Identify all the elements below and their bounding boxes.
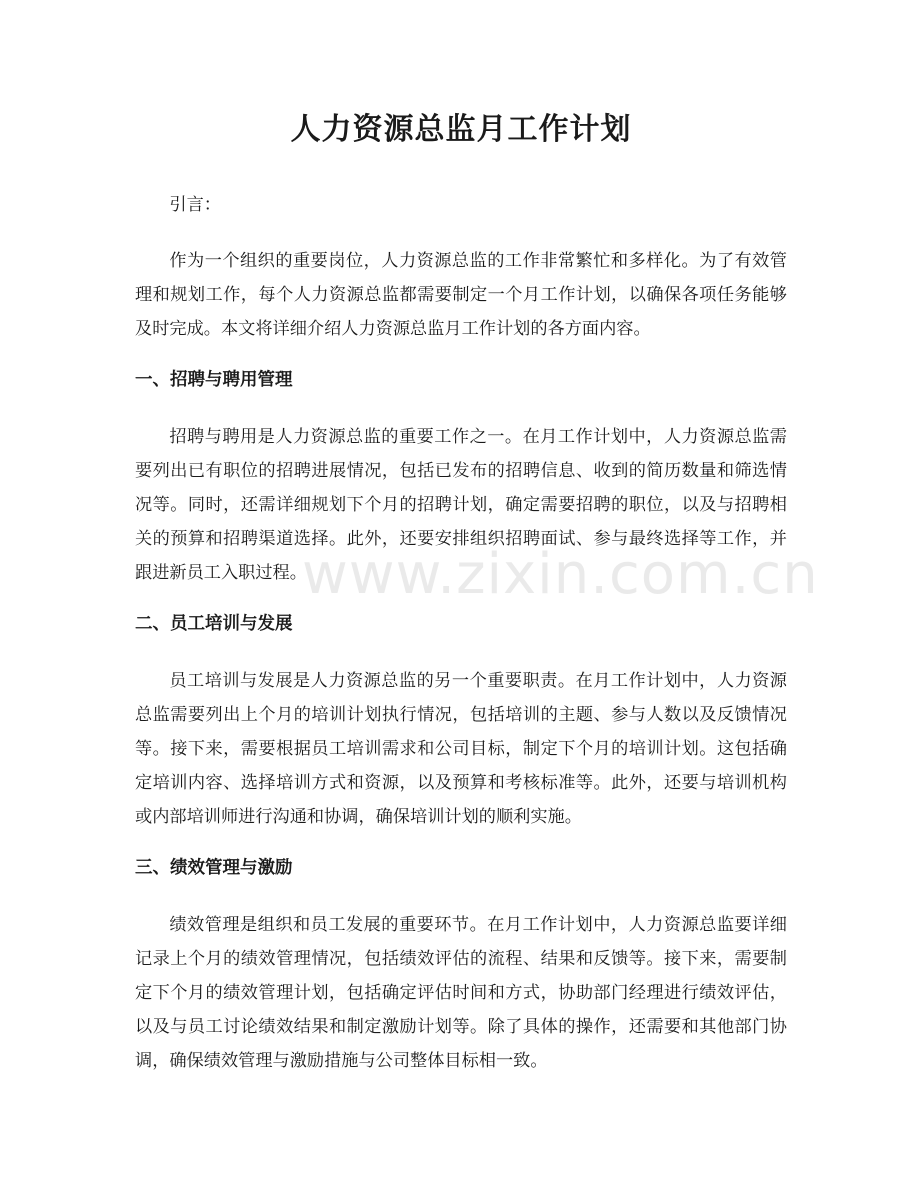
section-body-performance: 绩效管理是组织和员工发展的重要环节。在月工作计划中，人力资源总监要详细记录上个月的绩效管理情况，包括绩效评估的流程、结果和反馈等。接下来，需要制定下个月的绩效管理计划，包括确定评估时间和方式，协助部门经理进行绩效评估，以及与员工讨论绩效结果和制定激励计划等。除了具体的操作，还需要和其他部门协调，确保绩效管理与激励措施与公司整体目标相一致。: [135, 915, 787, 1071]
intro-label: 引言：: [169, 195, 221, 215]
section-body-recruitment: 招聘与聘用是人力资源总监的重要工作之一。在月工作计划中，人力资源总监需要列出已有职位的招聘进展情况，包括已发布的招聘信息、收到的简历数量和筛选情况等。同时，还需详细规划下个月的招聘计划，确定需要招聘的职位，以及与招聘相关的预算和招聘渠道选择。此外，还要安排组织招聘面试、参与最终选择等工作，并跟进新员工入职过程。: [135, 427, 787, 583]
intro-paragraph: 作为一个组织的重要岗位，人力资源总监的工作非常繁忙和多样化。为了有效管理和规划工作，每个人力资源总监都需要制定一个月工作计划，以确保各项任务能够及时完成。本文将详细介绍人力资源总监月工作计划的各方面内容。: [135, 251, 787, 339]
section-body-training: 员工培训与发展是人力资源总监的另一个重要职责。在月工作计划中，人力资源总监需要列出上个月的培训计划执行情况，包括培训的主题、参与人数以及反馈情况等。接下来，需要根据员工培训需求和公司目标，制定下个月的培训计划。这包括确定培训内容、选择培训方式和资源，以及预算和考核标准等。此外，还要与培训机构或内部培训师进行沟通和协调，确保培训计划的顺利实施。: [135, 671, 787, 827]
section-heading-training: 二、员工培训与发展: [135, 614, 293, 634]
section-heading-recruitment: 一、招聘与聘用管理: [135, 370, 293, 390]
section-heading-performance: 三、绩效管理与激励: [135, 858, 293, 878]
document-title: 人力资源总监月工作计划: [290, 112, 632, 147]
watermark: www.zixin.com.cn: [302, 542, 819, 607]
